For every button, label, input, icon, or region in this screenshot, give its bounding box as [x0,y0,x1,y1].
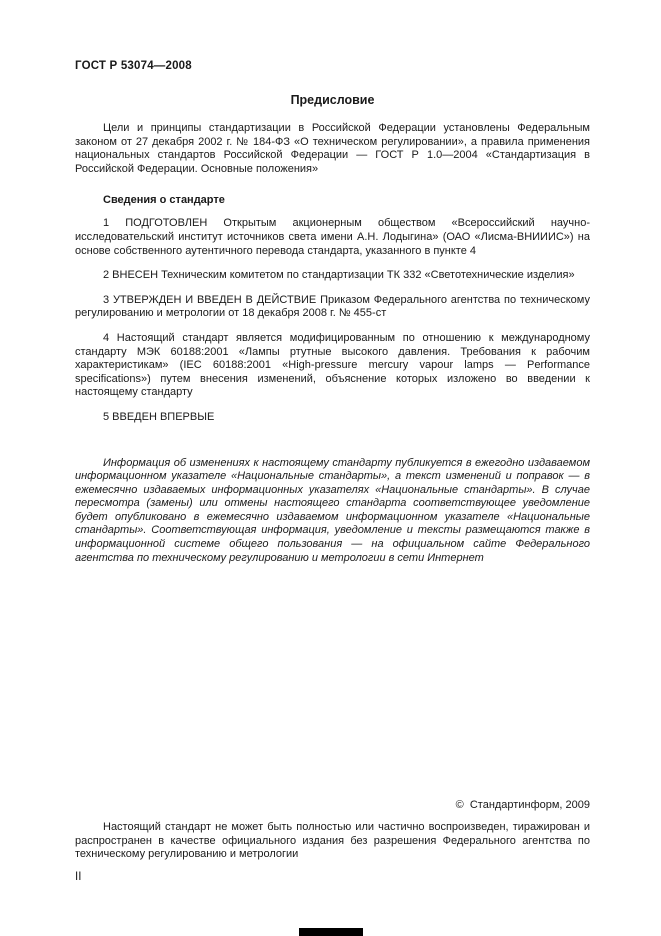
copyright-line: © Стандартинформ, 2009 [455,799,590,811]
page-number: II [75,871,82,883]
reproduction-notice: Настоящий стандарт не может быть полностью или частично воспроизведен, тиражирован и распространен в качестве официального издания без разрешения Федерального агентства по техническому регулированию и метрологии [75,821,590,861]
standard-info-item-1: 1 ПОДГОТОВЛЕН Открытым акционерным обществом «Всероссийский научно-исследовательский институт источников света имени А.Н. Лодыгина» (ОАО «Лисма-ВНИИИС») на основе собственного аутентичного перевода стандарта, указанного в пункте 4 [75,217,590,257]
document-code: ГОСТ Р 53074—2008 [75,60,192,72]
standard-info-item-5: 5 ВВЕДЕН ВПЕРВЫЕ [103,410,215,423]
amendments-notice: Информация об изменениях к настоящему стандарту публикуется в ежегодно издаваемом информационном указателе «Национальные стандарты», а текст изменений и поправок — в ежемесячно издаваемых информационных указателях «Национальные стандарты». В случае пересмотра (замены) или отмены настоящего стандарта соответствующее уведомление будет опубликовано в ежемесячно издаваемом информационном указателе «Национальные стандарты». Соответствующая информация, уведомление и тексты размещаются также в информационной системе общего пользования — на официальном сайте Федерального агентства по техническому регулированию и метрологии в сети Интернет [75,456,590,564]
standard-info-item-2: 2 ВНЕСЕН Техническим комитетом по стандартизации ТК 332 «Светотехнические изделия» [103,269,575,282]
intro-paragraph: Цели и принципы стандартизации в Российской Федерации установлены Федеральным законом от 27 декабря 2002 г. № 184-ФЗ «О техническом регулировании», а правила применения национальных стандартов Российской Федерации — ГОСТ Р 1.0—2004 «Стандартизация в Российской Федерации. Основные положения» [75,122,590,175]
binding-mark [299,928,363,936]
page-content [75,60,590,565]
section-heading: Сведения о стандарте [103,194,225,207]
page-title: Предисловие [290,93,375,107]
standard-info-item-4: 4 Настоящий стандарт является модифицированным по отношению к международному стандарту МЭК 60188:2001 «Лампы ртутные высокого давления. Требования к рабочим характеристикам» (IEC 60188:2001 «High-pressure mercury vapour lamps — Performance specifications») путем внесения изменений, объяснение которых изложено во введении к настоящему стандарту [75,331,590,399]
standard-info-item-3: 3 УТВЕРЖДЕН И ВВЕДЕН В ДЕЙСТВИЕ Приказом Федерального агентства по техническому регулированию и метрологии от 18 декабря 2008 г. № 455-ст [75,293,590,320]
